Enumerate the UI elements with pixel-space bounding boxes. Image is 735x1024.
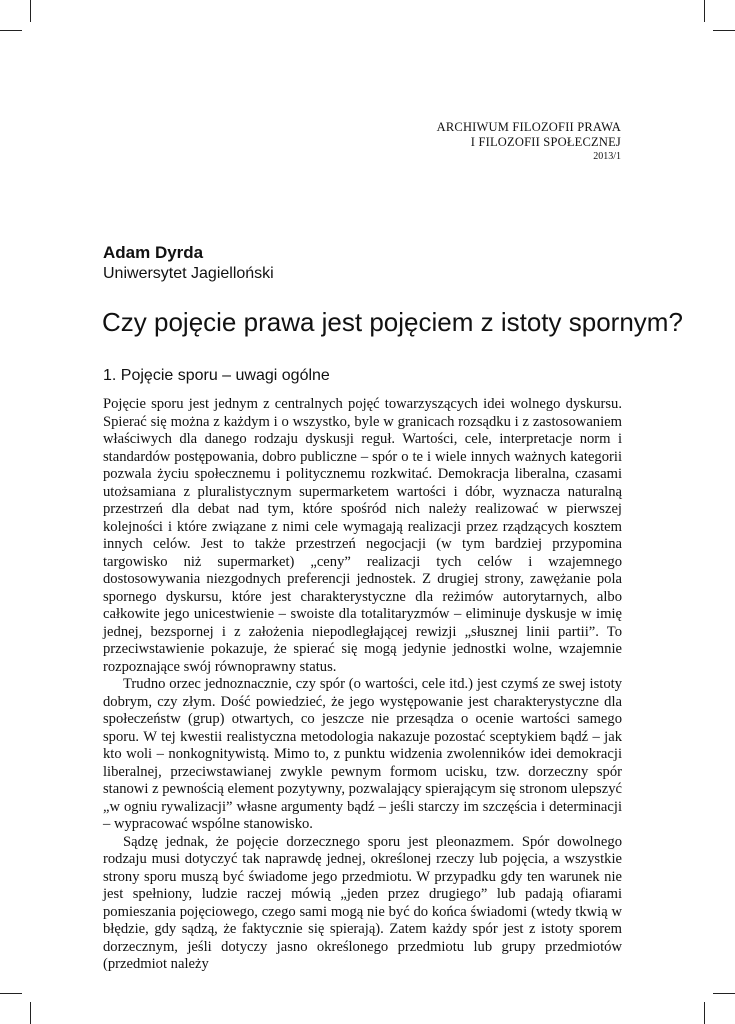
crop-mark-top-right <box>704 0 705 22</box>
paragraph-2: Trudno orzec jednoznacznie, czy spór (o wartości, cele itd.) jest czymś ze swej istoty dobrym, czy złym. Dość powiedzieć, że jego występowanie jest charakterystyczne dla społeczeństw (grup) otwartych, co jeszcze nie przesądza o ocenie wartości samego sporu. W tej kwestii realistyczna metodologia nakazuje pozostać sceptykiem bądź – jak kto woli – nonkognitywistą. Mimo to, z punktu widzenia zwolenników idei demokracji liberalnej, przeciwstawianej zwykle pewnym formom ucisku, tzw. dorzeczny spór stanowi z pewnością element pozytywny, pozwalający spierającym się stronom ulepszyć „w ogniu rywalizacji” własne argumenty bądź – jeśli starczy im szczęścia i determinacji – wypracować wspólne stanowisko. <box>103 676 622 832</box>
crop-mark-bottom-right-h <box>713 993 735 994</box>
crop-mark-top-left <box>30 0 31 22</box>
journal-issue: 2013/1 <box>593 151 621 162</box>
journal-name-line1: ARCHIWUM FILOZOFII PRAWA <box>436 120 621 134</box>
author-block <box>103 243 274 284</box>
crop-mark-top-right-h <box>713 30 735 31</box>
article-body <box>103 396 622 974</box>
crop-mark-bottom-left-h <box>0 993 22 994</box>
crop-mark-bottom-right <box>704 1002 705 1024</box>
paragraph-1: Pojęcie sporu jest jednym z centralnych pojęć towarzyszących idei wolnego dyskursu. Spierać się można z każdym i o wszystko, byle w granicach rozsądku i z zastosowaniem właściwych dla danego rodzaju dyskusji reguł. Wartości, cele, interpretacje norm i standardów postępowania, dobro publiczne – spór o te i wiele innych ważnych kategorii pozwala życiu społecznemu i politycznemu rozkwitać. Demokracja liberalna, czasami utożsamiana z pluralistycznym supermarketem wartości i dóbr, wyznacza naturalną przestrzeń dla debat nad tym, które spośród nich należy realizować w pierwszej kolejności i które związane z nimi cele wymagają realizacji przez rządzących kosztem innych celów. Jest to także przestrzeń negocjacji (w tym bardziej przypomina targowisko niż supermarket) „ceny” realizacji tych celów i wzajemnego dostosowywania niezgodnych preferencji jednostek. Z drugiej strony, zawężanie pola spornego dyskursu, które jest charakterystyczne dla reżimów autorytarnych, albo całkowite jego unicestwienie – swoiste dla totalitaryzmów – eliminuje dyskusje w imię jednej, bezspornej i z założenia niepodległającej rewizji „słusznej linii partii”. To przeciwstawienie pokazuje, że spierać się mogą jedynie jednostki wolne, wzajemnie rozpoznające swój równoprawny status. <box>103 396 622 675</box>
author-name: Adam Dyrda <box>103 243 204 262</box>
crop-mark-bottom-left <box>30 1002 31 1024</box>
crop-mark-top-left-h <box>0 30 22 31</box>
paragraph-3: Sądzę jednak, że pojęcie dorzecznego sporu jest pleonazmem. Spór dowolnego rodzaju musi dotyczyć tak naprawdę jednej, określonej rzeczy lub pojęcia, a wszystkie strony sporu muszą być świadome jego przedmiotu. W przypadku gdy ten warunek nie jest spełniony, ludzie raczej mówią „jeden przez drugiego” lub padają ofiarami pomieszania pojęciowego, czego sami mogą nie być do końca świadomi (wtedy tkwią w błędzie, gdy sądzą, że faktycznie się spierają). Zatem każdy spór jest z istoty sporem dorzecznym, jeśli dotyczy jasno określonego przedmiotu lub grupy przedmiotów (przedmiot należy <box>103 833 622 972</box>
journal-header <box>437 120 621 164</box>
author-affiliation: Uniwersytet Jagielloński <box>103 265 274 282</box>
article-title: Czy pojęcie prawa jest pojęciem z istoty spornym? <box>102 307 683 337</box>
journal-name-line2: I FILOZOFII SPOŁECZNEJ <box>470 135 621 149</box>
section-heading: 1. Pojęcie sporu – uwagi ogólne <box>103 367 330 384</box>
